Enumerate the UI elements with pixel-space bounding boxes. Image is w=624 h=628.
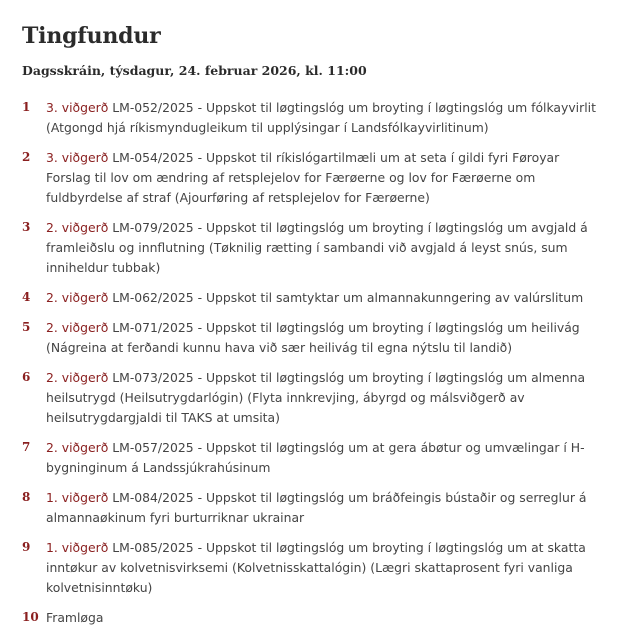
item-text: LM-085/2025 - Uppskot til løgtingslóg um broyting í løgtingslóg um at skatta inntøkur av kolvetnisvirksemi (Kolvetnisskattalógin) (Lægri skattaprosent fyri vanliga kolvetnisinntøku) [46,540,586,595]
reading-link[interactable]: 2. viðgerð [46,290,109,305]
reading-link[interactable]: 2. viðgerð [46,320,109,335]
agenda-item-8 [22,488,604,528]
item-number: 8 [22,490,31,504]
reading-link[interactable]: 1. viðgerð [46,540,109,555]
item-text: LM-071/2025 - Uppskot til løgtingslóg um broyting í løgtingslóg um heilivág (Nágreina at ferðandi kunnu hava við sær heilivág til egna nýtslu til landið) [46,320,580,355]
item-number: 10 [22,610,39,624]
agenda-item-3 [22,218,604,278]
agenda-item-9 [22,538,604,598]
agenda-item-4 [22,288,604,308]
item-number: 7 [22,440,31,454]
agenda-item-6 [22,368,604,428]
reading-link[interactable]: 3. viðgerð [46,100,109,115]
agenda-item-7 [22,438,604,478]
reading-link[interactable]: 2. viðgerð [46,220,109,235]
item-number: 1 [22,100,31,114]
item-text: LM-073/2025 - Uppskot til løgtingslóg um broyting í løgtingslóg um almenna heilsutrygd (Heilsutrygdarlógin) (Flyta innkrevjing, ábyrgd og málsviðgerð av heilsutrygdargjaldi til TAKS at umsita) [46,370,586,425]
agenda-item-10 [22,608,604,628]
item-text: LM-084/2025 - Uppskot til løgtingslóg um bráðfeingis bústaðir og serreglur á almannaøkinum fyri burturriknar ukrainar [46,490,587,525]
reading-link[interactable]: 2. viðgerð [46,440,109,455]
page-title: Tingfundur [22,23,161,49]
item-text: LM-079/2025 - Uppskot til løgtingslóg um broyting í løgtingslóg um avgjald á framleiðslu og innflutning (Tøknilig rætting í sambandi við avgjald á leyst snús, sum inniheldur tubbak) [46,220,588,275]
item-text: LM-054/2025 - Uppskot til ríkislógartilmæli um at seta í gildi fyri Føroyar Forslag til lov om ændring af retsplejelov for Færøerne og lov for Færøerne om fuldbyrdelse af straf (Ajourføring af retsplejelov for Færøerne) [46,150,560,205]
reading-link[interactable]: 1. viðgerð [46,490,109,505]
agenda-subtitle: Dagsskráin, týsdagur, 24. februar 2026, kl. 11:00 [22,63,367,78]
item-number: 9 [22,540,31,554]
item-text: LM-052/2025 - Uppskot til løgtingslóg um broyting í løgtingslóg um fólkayvirlit (Atgongd hjá ríkismyndugleikum til upplýsingar í Landsfólkayvirlitinum) [46,100,596,135]
agenda-list [22,98,604,628]
item-number: 2 [22,150,31,164]
agenda-item-1 [22,98,604,138]
item-number: 5 [22,320,31,334]
agenda-item-2 [22,148,604,208]
reading-link[interactable]: 2. viðgerð [46,370,109,385]
item-number: 3 [22,220,31,234]
reading-link[interactable]: 3. viðgerð [46,150,109,165]
item-number: 4 [22,290,31,304]
item-text: LM-062/2025 - Uppskot til samtyktar um almannakunngering av valúrslitum [108,290,584,305]
item-text: Framløga [46,610,104,625]
item-text: LM-057/2025 - Uppskot til løgtingslóg um at gera ábøtur og umvælingar í H-bygninginum á Landssjúkrahúsinum [46,440,585,475]
agenda-item-5 [22,318,604,358]
item-number: 6 [22,370,31,384]
